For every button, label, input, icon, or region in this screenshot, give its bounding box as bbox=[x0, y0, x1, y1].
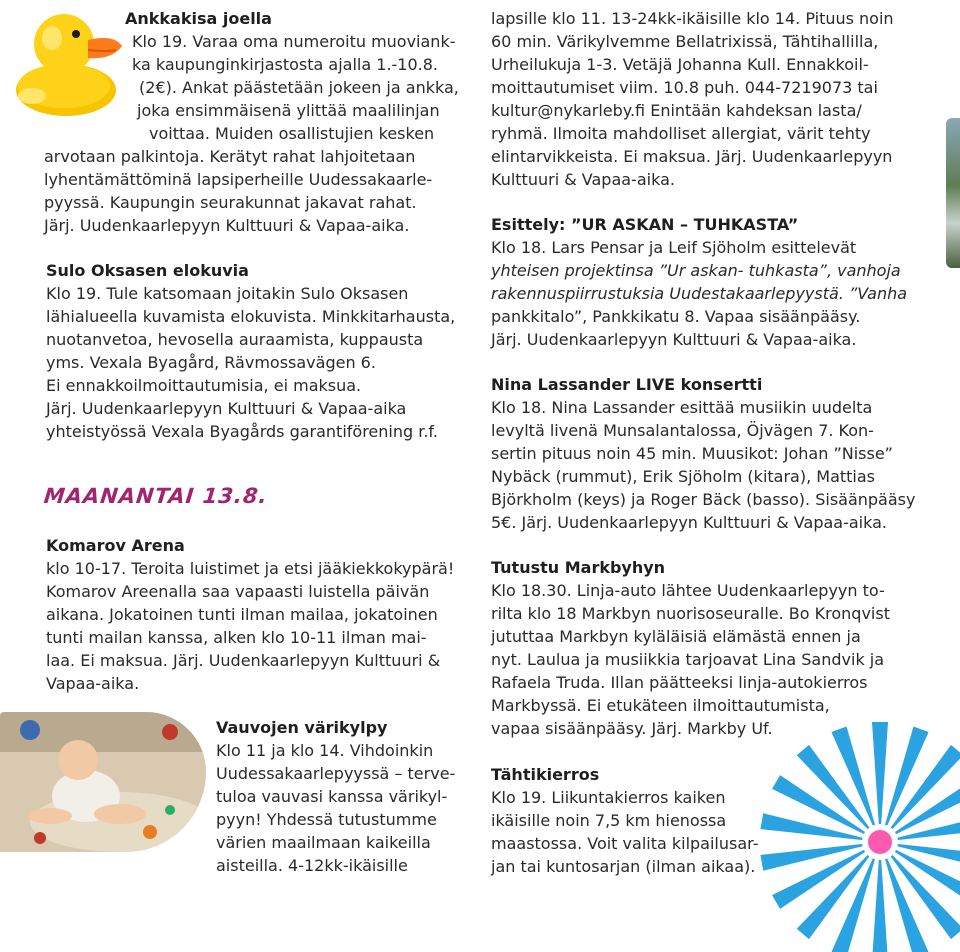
event-tutustu-markbyhyn bbox=[491, 556, 890, 740]
text-line: joka ensimmäisenä ylittää maalilinjan bbox=[137, 101, 440, 120]
text-line: Klo 19. Tule katsomaan joitakin Sulo Oksasen bbox=[46, 284, 409, 303]
text-line: rilta klo 18 Markbyn nuorisoseuralle. Bo Kronqvist bbox=[491, 604, 890, 623]
event-title: Vauvojen värikylpy bbox=[216, 718, 388, 737]
text-line: pyyssä. Kaupungin seurakunnat jakavat rahat. bbox=[44, 193, 417, 212]
text-line: Björkholm (keys) ja Roger Bäck (basso). Sisäänpääsy bbox=[491, 490, 916, 509]
text-line: Klo 18. Lars Pensar ja Leif Sjöholm esittelevät bbox=[491, 238, 857, 257]
text-line: 60 min. Värikylvemme Bellatrixissä, Tähtihallilla, bbox=[491, 32, 879, 51]
text-line: Rafaela Truda. Illan päätteeksi linja-autokierros bbox=[491, 673, 868, 692]
text-line: yhteisen projektinsa ”Ur askan- tuhkasta”, vanhoja bbox=[491, 261, 901, 280]
event-komarov-arena bbox=[46, 534, 454, 695]
text-line: ryhmä. Ilmoita mahdolliset allergiat, värit tehty bbox=[491, 124, 871, 143]
text-line: kultur@nykarleby.fi Enintään kahdeksan lasta/ bbox=[491, 101, 862, 120]
text-line: nyt. Laulua ja musiikkia tarjoavat Lina Sandvik ja bbox=[491, 650, 885, 669]
text-line: Klo 19. Varaa oma numeroitu muoviank- bbox=[132, 32, 456, 51]
event-ankkakisa bbox=[44, 7, 459, 237]
text-line: levyltä livenä Munsalantalossa, Öjvägen 7. Kon- bbox=[491, 421, 874, 440]
text-line: maastossa. Voit valita kilpailusar- bbox=[491, 834, 759, 853]
text-line: laa. Ei maksua. Järj. Uudenkaarlepyyn Kulttuuri & bbox=[46, 651, 441, 670]
text-line: Vapaa-aika. bbox=[46, 674, 140, 693]
text-line: yms. Vexala Byagård, Rävmossavägen 6. bbox=[46, 353, 376, 372]
text-line: Nybäck (rummut), Erik Sjöholm (kitara), Mattias bbox=[491, 467, 875, 486]
day-heading: MAANANTAI 13.8. bbox=[42, 484, 269, 508]
event-title: Komarov Arena bbox=[46, 536, 185, 555]
text-line: Klo 11 ja klo 14. Vihdoinkin bbox=[216, 741, 434, 760]
text-line: Järj. Uudenkaarlepyyn Kulttuuri & Vapaa-aika bbox=[46, 399, 407, 418]
text-line: klo 10-17. Teroita luistimet ja etsi jääkiekkokypärä! bbox=[46, 559, 455, 578]
text-line: lyhentämättöminä lapsiperheille Uudessakaarle- bbox=[44, 170, 433, 189]
text-line: (2€). Ankat päästetään jokeen ja ankka, bbox=[139, 78, 459, 97]
text-line: Komarov Areenalla saa vapaasti luistella päivän bbox=[46, 582, 430, 601]
text-line: Uudessakaarlepyyssä – terve- bbox=[216, 764, 456, 783]
text-line: nuotanvetoa, hevosella auraamista, kuppausta bbox=[46, 330, 424, 349]
event-sulo-oksanen bbox=[46, 259, 455, 443]
blue-flower-image bbox=[740, 712, 960, 952]
text-line: yhteistyössä Vexala Byagårds garantiförening r.f. bbox=[46, 422, 438, 441]
text-line: Järj. Uudenkaarlepyyn Kulttuuri & Vapaa-aika. bbox=[44, 216, 410, 235]
text-line: Kulttuuri & Vapaa-aika. bbox=[491, 170, 675, 189]
text-line: pankkitalo”, Pankkikatu 8. Vapaa sisäänpääsy. bbox=[491, 307, 861, 326]
text-line: Ei ennakkoilmoittautumisia, ei maksua. bbox=[46, 376, 362, 395]
text-line: Markbyssä. Ei etukäteen ilmoittautumista, bbox=[491, 696, 830, 715]
text-line: ka kaupunginkirjastosta ajalla 1.-10.8. bbox=[132, 55, 439, 74]
text-line: Järj. Uudenkaarlepyyn Kulttuuri & Vapaa-aika. bbox=[491, 330, 857, 349]
text-line: lapsille klo 11. 13-24kk-ikäisille klo 14. Pituus noin bbox=[491, 9, 894, 28]
text-line: elintarvikkeista. Ei maksua. Järj. Uudenkaarlepyyn bbox=[491, 147, 893, 166]
text-line: värien maailmaan kaikeilla bbox=[216, 833, 431, 852]
event-title: Ankkakisa joella bbox=[125, 9, 272, 28]
event-tahtikierros bbox=[491, 763, 758, 878]
text-line: tuloa vauvasi kanssa värikyl- bbox=[216, 787, 448, 806]
text-line: voittaa. Muiden osallistujien kesken bbox=[149, 124, 435, 143]
text-line: jututtaa Markbyn kyläläisiä elämästä ennen ja bbox=[491, 627, 861, 646]
event-title: Tähtikierros bbox=[491, 765, 600, 784]
text-line: Klo 18.30. Linja-auto lähtee Uudenkaarlepyyn to- bbox=[491, 581, 885, 600]
text-line: tunti mailan kanssa, alken klo 10-11 ilman mai- bbox=[46, 628, 427, 647]
text-line: Klo 18. Nina Lassander esittää musiikin uudelta bbox=[491, 398, 873, 417]
text-line: vapaa sisäänpääsy. Järj. Markby Uf. bbox=[491, 719, 773, 738]
text-line: sertin pituus noin 45 min. Muusikot: Johan ”Nisse” bbox=[491, 444, 893, 463]
event-vauvojen-varikylpy bbox=[216, 716, 455, 877]
event-title: Sulo Oksasen elokuvia bbox=[46, 261, 249, 280]
photo-strip bbox=[946, 118, 960, 268]
text-line: lähialueella kuvamista elokuvista. Minkkitarhausta, bbox=[46, 307, 456, 326]
event-title: Tutustu Markbyhyn bbox=[491, 558, 666, 577]
event-nina-lassander bbox=[491, 373, 915, 534]
text-line: rakennuspiirrustuksia Uudestakaarlepyystä. ”Vanha bbox=[491, 284, 908, 303]
text-line: jan tai kuntosarjan (ilman aikaa). bbox=[491, 857, 756, 876]
event-title: Nina Lassander LIVE konsertti bbox=[491, 375, 763, 394]
text-line: Klo 19. Liikuntakierros kaiken bbox=[491, 788, 726, 807]
event-title: Esittely: ”UR ASKAN – TUHKASTA” bbox=[491, 215, 799, 234]
text-line: 5€. Järj. Uudenkaarlepyyn Kulttuuri & Vapaa-aika. bbox=[491, 513, 887, 532]
baby-painting-photo bbox=[0, 712, 206, 852]
text-line: ikäisille noin 7,5 km hienossa bbox=[491, 811, 727, 830]
text-line: aikana. Jokatoinen tunti ilman mailaa, jokatoinen bbox=[46, 605, 438, 624]
text-line: Urheilukuja 1-3. Vetäjä Johanna Kull. Ennakkoil- bbox=[491, 55, 869, 74]
event-ur-askan-tuhkasta bbox=[491, 213, 907, 351]
text-line: pyyn! Yhdessä tutustumme bbox=[216, 810, 437, 829]
text-line: arvotaan palkintoja. Kerätyt rahat lahjoitetaan bbox=[44, 147, 416, 166]
event-vauvojen-continued bbox=[491, 7, 894, 191]
text-line: aisteilla. 4-12kk-ikäisille bbox=[216, 856, 408, 875]
text-line: moittautumiset viim. 10.8 puh. 044-7219073 tai bbox=[491, 78, 878, 97]
